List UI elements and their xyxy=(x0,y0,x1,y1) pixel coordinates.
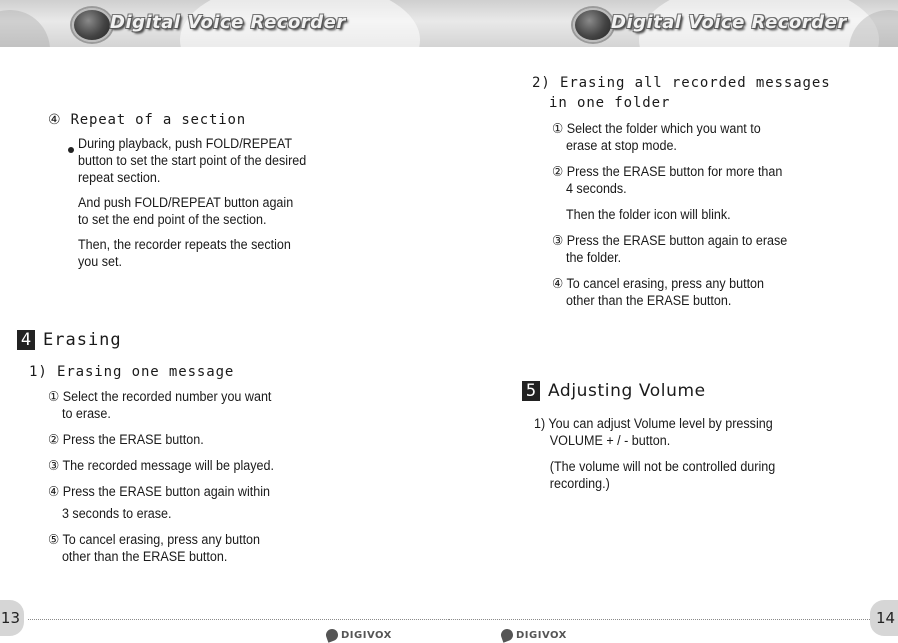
brand-title: Digital Voice Recorder xyxy=(110,12,346,33)
body-line: recording.) xyxy=(549,476,610,491)
section-title: Adjusting Volume xyxy=(548,381,706,401)
erasing-heading xyxy=(17,330,122,350)
section-title: Erasing xyxy=(43,330,122,350)
step-line: ② Press the ERASE button for more than xyxy=(552,164,783,179)
step-line: ③ The recorded message will be played. xyxy=(48,458,274,473)
step-line: ④ To cancel erasing, press any button xyxy=(552,276,765,291)
body-line: you set. xyxy=(78,254,122,269)
step-line: 4 seconds. xyxy=(565,181,627,196)
step-line: ① Select the folder which you want to xyxy=(552,121,761,136)
footer-divider xyxy=(449,619,870,620)
step-line: other than the ERASE button. xyxy=(565,293,732,308)
step-line: to erase. xyxy=(61,406,111,421)
section-number-badge: 5 xyxy=(522,381,540,401)
body-line: Then, the recorder repeats the section xyxy=(78,237,291,252)
digivox-logo xyxy=(326,627,392,643)
body-line: And push FOLD/REPEAT button again xyxy=(78,195,294,210)
body-line: VOLUME + / - button. xyxy=(549,433,671,448)
page-number: 14 xyxy=(870,600,898,636)
erase-all-heading-line: 2) Erasing all recorded messages xyxy=(532,75,831,91)
logo-text: DIGIVOX xyxy=(516,629,567,641)
volume-heading xyxy=(522,381,706,401)
body-line: to set the end point of the section. xyxy=(78,212,267,227)
header-banner xyxy=(449,0,898,47)
erasing-one-steps xyxy=(48,388,291,565)
repeat-section-heading: ④ Repeat of a section xyxy=(48,112,246,128)
step-line: ① Select the recorded number you want xyxy=(48,389,272,404)
brand-title: Digital Voice Recorder xyxy=(611,12,847,33)
brand-badge-icon xyxy=(72,8,112,42)
digivox-logo-icon xyxy=(324,627,339,642)
step-line: the folder. xyxy=(565,250,622,265)
bullet-dot-icon xyxy=(68,147,74,153)
erase-all-steps xyxy=(552,120,805,309)
step-line: ③ Press the ERASE button again to erase xyxy=(552,233,788,248)
digivox-logo-icon xyxy=(499,627,514,642)
logo-text: DIGIVOX xyxy=(341,629,392,641)
volume-body xyxy=(534,415,793,492)
body-line: repeat section. xyxy=(78,170,161,185)
page-number: 13 xyxy=(0,600,24,636)
repeat-section-body xyxy=(78,135,323,270)
step-line: ④ Press the ERASE button again within xyxy=(48,484,271,499)
body-line: 1) You can adjust Volume level by pressing xyxy=(534,416,773,431)
brand-badge-icon xyxy=(573,8,613,42)
erasing-subheading: 1) Erasing one message xyxy=(29,364,235,380)
erase-all-heading-line: in one folder xyxy=(549,95,671,111)
right-page xyxy=(449,0,898,643)
erase-all-heading xyxy=(532,73,831,113)
step-line: 3 seconds to erase. xyxy=(61,506,172,521)
body-line: (The volume will not be controlled during xyxy=(549,459,776,474)
header-banner xyxy=(0,0,449,47)
body-line: During playback, push FOLD/REPEAT xyxy=(78,136,292,151)
section-number-badge: 4 xyxy=(17,330,35,350)
step-line: Then the folder icon will blink. xyxy=(565,207,731,222)
step-line: other than the ERASE button. xyxy=(61,549,228,564)
step-line: erase at stop mode. xyxy=(565,138,677,153)
body-line: button to set the start point of the desired xyxy=(78,153,307,168)
footer-divider xyxy=(28,619,449,620)
banner-shade xyxy=(0,10,50,47)
step-line: ② Press the ERASE button. xyxy=(48,432,204,447)
digivox-logo xyxy=(501,627,567,643)
step-line: ⑤ To cancel erasing, press any button xyxy=(48,532,261,547)
